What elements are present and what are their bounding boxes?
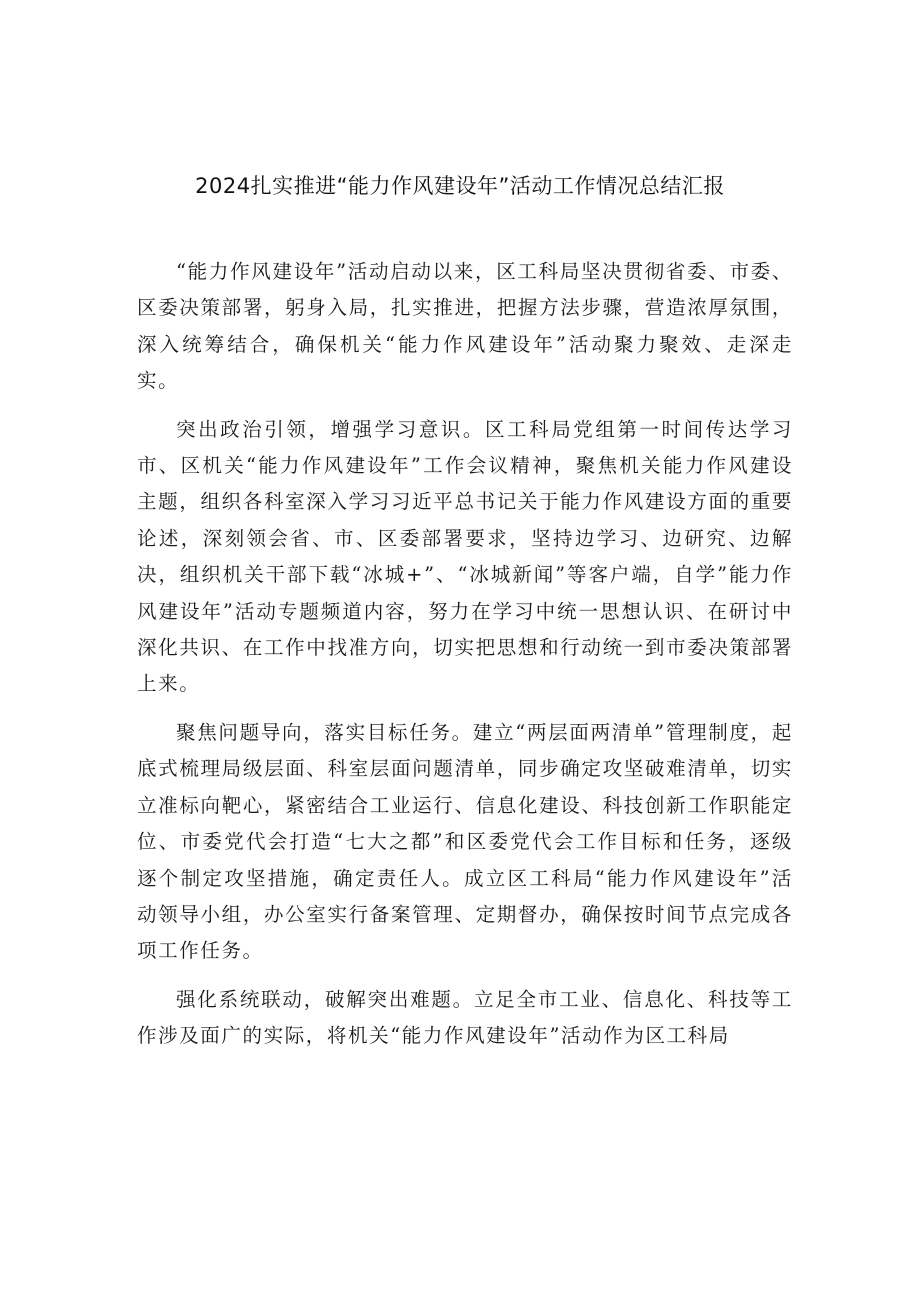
document-body bbox=[137, 254, 793, 1067]
paragraph-political-guidance: 突出政治引领，增强学习意识。区工科局党组第一时间传达学习市、区机关“能力作风建设年”工作会议精神，聚焦机关能力作风建设主题，组织各科室深入学习习近平总书记关于能力作风建设方面的重要论述，深刻领会省、市、区委部署要求，坚持边学习、边研究、边解决，组织机关干部下载“冰城+”、“冰城新闻”等客户端，自学”能力作风建设年”活动专题频道内容，努力在学习中统一思想认识、在研讨中深化共识、在工作中找准方向，切实把思想和行动统一到市委决策部署上来。 bbox=[137, 417, 793, 696]
document-title: 2024扎实推进“能力作风建设年”活动工作情况总结汇报 bbox=[195, 174, 725, 198]
paragraph-system-linkage: 强化系统联动，破解突出难题。立足全市工业、信息化、科技等工作涉及面广的实际，将机关“能力作风建设年”活动作为区工科局 bbox=[137, 987, 793, 1048]
paragraph-intro: “能力作风建设年”活动启动以来，区工科局坚决贯彻省委、市委、区委决策部署，躬身入局，扎实推进，把握方法步骤，营造浓厚氛围，深入统筹结合，确保机关“能力作风建设年”活动聚力聚效、走深走实。 bbox=[137, 260, 793, 393]
paragraph-problem-orientation: 聚焦问题导向，落实目标任务。建立“两层面两清单”管理制度，起底式梳理局级层面、科室层面问题清单，同步确定攻坚破难清单，切实立准标向靶心，紧密结合工业运行、信息化建设、科技创新工作职能定位、市委党代会打造“七大之都”和区委党代会工作目标和任务，逐级逐个制定攻坚措施，确定责任人。成立区工科局“能力作风建设年”活动领导小组，办公室实行备案管理、定期督办，确保按时间节点完成各项工作任务。 bbox=[137, 720, 793, 963]
